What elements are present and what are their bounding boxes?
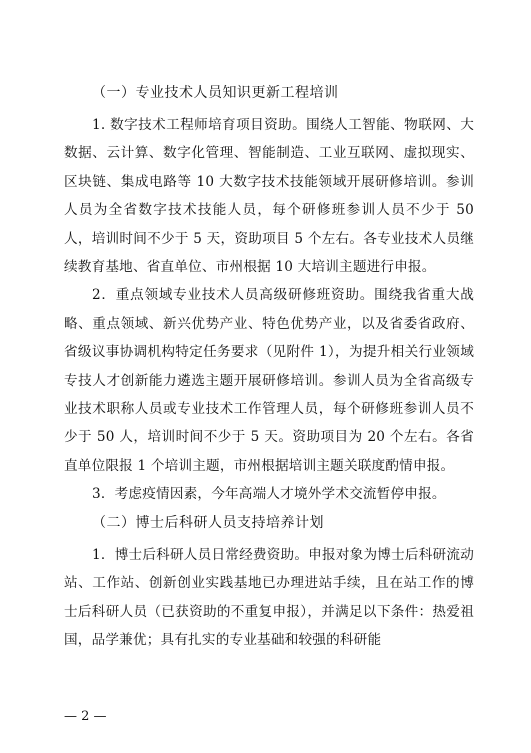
paragraph: 2．重点领域专业技术人员高级研修班资助。围绕我省重大战略、重点领域、新兴优势产业、特色优势产业，以及省委省政府、省级议事协调机构特定任务要求（见附件 1），为提升相关行业领域专技人才创新能力遴选主题开展研修培训。参训人员为全省高级专业技术职称人员或专业技术工作管理人员，每个研修班参训人员不少于 50 人，培训时间不少于 5 天。资助项目为 20 个左右。各省直单位限报 1 个培训主题，市州根据培训主题关联度酌情申报。 — [64, 287, 474, 474]
paragraph: 1. 数字技术工程师培育项目资助。围绕人工智能、物联网、大数据、云计算、数字化管理、智能制造、工业互联网、虚拟现实、区块链、集成电路等 10 大数字技术技能领域开展研修培训。参训人员为全省数字技术技能人员，每个研修班参训人员不少于 50 人，培训时间不少于 5 天，资助项目 5 个左右。各专业技术人员继续教育基地、省直单位、市州根据 10 大培训主题进行申报。 — [64, 117, 474, 276]
section-heading: （一）专业技术人员知识更新工程培训 — [92, 85, 339, 101]
paragraph: 3．考虑疫情因素，今年高端人才境外学术交流暂停申报。 — [92, 486, 446, 503]
section-heading: （二）博士后科研人员支持培养计划 — [92, 514, 324, 531]
page-number: — 2 — — [64, 709, 107, 724]
paragraph: 1．博士后科研人员日常经费资助。申报对象为博士后科研流动站、工作站、创新创业实践基地已办理进站手续，且在站工作的博士后科研人员（已获资助的不重复申报），并满足以下条件：热爱祖国，品学兼优；具有扎实的专业基础和较强的科研能 — [64, 546, 474, 648]
document-body — [64, 79, 474, 654]
